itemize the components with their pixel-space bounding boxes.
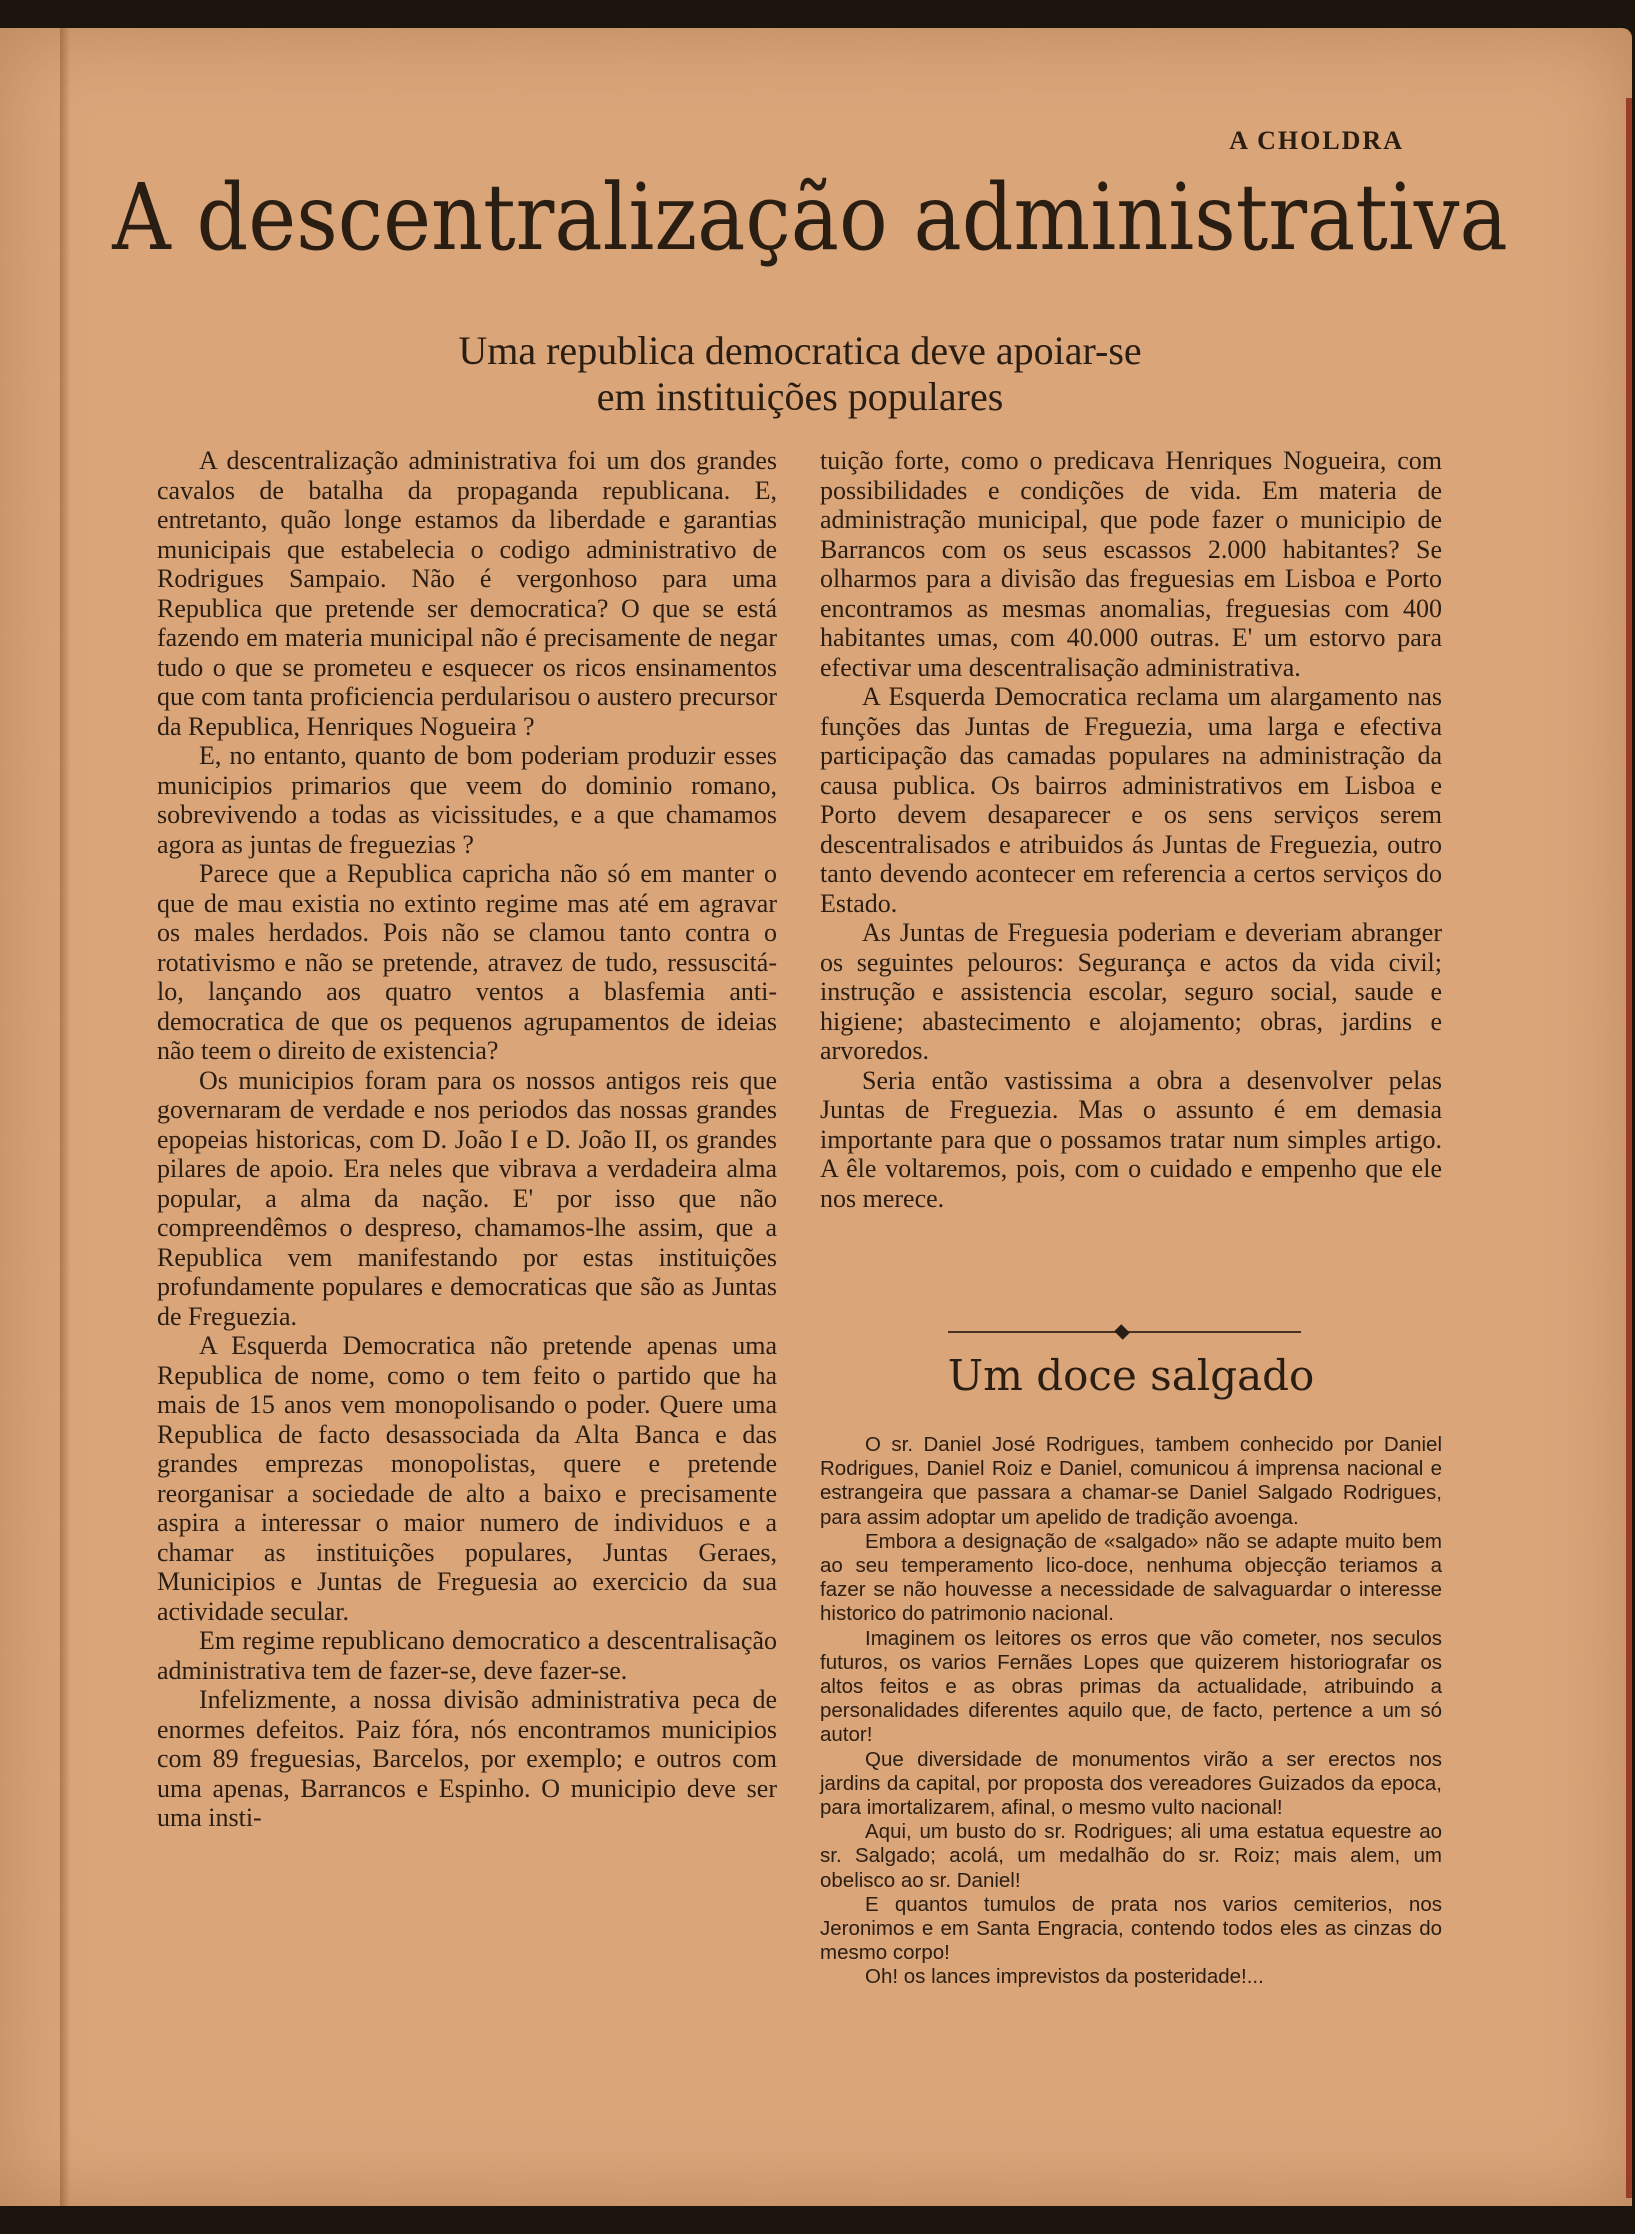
paragraph: A Esquerda Democratica não pretende apenas uma Republica de nome, como o tem feito o partido que ha mais de 15 anos vem monopolisando o poder. Quere uma Republica de facto desassociada da Alta Banca e das grandes emprezas monopolistas, quere e pretende reorganisar a sociedade de alto a baixo e precisamente aspira a interessar o maior numero de individuos e a chamar as instituições populares, Juntas Geraes, Municipios e Juntas de Freguesia ao exercicio da sua actividade secular. <box>157 1331 777 1626</box>
paragraph: A Esquerda Democratica reclama um alargamento nas funções das Juntas de Freguezia, uma larga e efectiva participação das camadas populares na administração da causa publica. Os bairros administrativos em Lisboa e Porto devem desaparecer e os sens serviços serem descentralisados e atribuidos ás Juntas de Freguezia, outro tanto devendo acontecer em referencia a certos serviços do Estado. <box>820 682 1442 918</box>
paragraph: Infelizmente, a nossa divisão administrativa peca de enormes defeitos. Paiz fóra, nós encontramos municipios com 89 freguesias, Barcelos, por exemplo; e outros com uma apenas, Barrancos e Espinho. O municipio deve ser uma insti- <box>157 1685 777 1832</box>
article-title: A descentralização administrativa <box>112 164 1508 271</box>
paragraph: Seria então vastissima a obra a desenvolver pelas Juntas de Freguezia. Mas o assunto é em demasia importante para que o possamos tratar num simples artigo. A êle voltaremos, pois, com o cuidado e empenho que ele nos merece. <box>820 1065 1442 1213</box>
paragraph: Os municipios foram para os nossos antigos reis que governaram de verdade e nos periodos das nossas grandes epopeias historicas, com D. João I e D. João II, os grandes pilares de apoio. Era neles que vibrava a verdadeira alma popular, a alma da nação. E' por isso que não compreendêmos o despreso, chamamos-lhe assim, que a Republica vem manifestando por estas instituições profundamente populares e democraticas que são as Juntas de Freguezia. <box>157 1065 777 1331</box>
paragraph: Que diversidade de monumentos virão a ser erectos nos jardins da capital, por proposta dos vereadores Guizados da epoca, para imortalizarem, afinal, o mesmo vulto nacional! <box>820 1747 1442 1820</box>
paragraph: Oh! os lances imprevistos da posteridade!... <box>865 1965 1264 1989</box>
paragraph: Em regime republicano democratico a descentralisação administrativa tem de fazer-se, deve fazer-se. <box>157 1626 777 1685</box>
paragraph: O sr. Daniel José Rodrigues, tambem conhecido por Daniel Rodrigues, Daniel Roiz e Daniel, comunicou á imprensa nacional e estrangeira que passara a chamar-se Daniel Salgado Rodrigues, para assim adoptar um apelido de tradição avoenga. <box>820 1433 1442 1529</box>
divider-ornament <box>1114 1324 1130 1340</box>
page-edge <box>1626 98 1632 2198</box>
paragraph: E quantos tumulos de prata nos varios cemiterios, nos Jeronimos e em Santa Engracia, contendo todos eles as cinzas do mesmo corpo! <box>820 1892 1442 1965</box>
paragraph: E, no entanto, quanto de bom poderiam produzir esses municipios primarios que veem do dominio romano, sobrevivendo a todas as vicissitudes, e a que chamamos agora as juntas de freguezias ? <box>157 741 777 859</box>
article-column-left <box>157 446 777 1833</box>
article-column-right <box>820 446 1442 1213</box>
paragraph: As Juntas de Freguesia poderiam e deveriam abranger os seguintes pelouros: Segurança e actos da vida civil; instrução e assistencia escolar, seguro social, saude e higiene; abastecimento e alojamento; obras, jardins e arvoredos. <box>820 918 1442 1065</box>
subtitle-line-2: em instituições populares <box>596 374 1004 419</box>
subtitle-line-1: Uma republica democratica deve apoiar-se <box>458 328 1142 373</box>
paragraph: tuição forte, como o predicava Henriques Nogueira, com possibilidades e condições de vida. Em materia de administração municipal, que pode fazer o municipio de Barrancos com os seus escassos 2.000 habitantes? Se olharmos para a divisão das freguesias em Lisboa e Porto encontramos as mesmas anomalias, freguesias com 400 habitantes umas, com 40.000 outras. E' um estorvo para efectivar uma descentralisação administrativa. <box>820 446 1442 682</box>
article-subtitle <box>300 328 1300 420</box>
paragraph: Aqui, um busto do sr. Rodrigues; ali uma estatua equestre ao sr. Salgado; acolá, um medalhão do sr. Roiz; mais alem, um obelisco ao sr. Daniel! <box>820 1820 1442 1892</box>
newspaper-page <box>0 28 1632 2206</box>
paragraph: Imaginem os leitores os erros que vão cometer, nos seculos futuros, os varios Fernães Lopes que quizerem historiografar os altos feitos e as obras primas da actualidade, atribuindo a personalidades diferentes aquilo que, de facto, pertence a um só autor! <box>820 1626 1442 1747</box>
article2-title: Um doce salgado <box>947 1351 1315 1400</box>
publication-name: A CHOLDRA <box>1229 126 1404 155</box>
article2-body <box>820 1433 1442 1990</box>
paragraph: Parece que a Republica capricha não só em manter o que de mau existia no extinto regime mas até em agravar os males herdados. Pois não se clamou tanto contra o rotativismo e não se pretende, atravez de tudo, ressuscitá-lo, lançando aos quatro ventos a blasfemia anti-democratica de que os pequenos agrupamentos de ideias não teem o direito de existencia? <box>157 859 777 1065</box>
paragraph: Embora a designação de «salgado» não se adapte muito bem ao seu temperamento lico-doce, nenhuma objecção teriamos a fazer se não houvesse a necessidade de salvaguardar o interesse historico do patrimonio nacional. <box>820 1529 1442 1626</box>
page-gutter <box>60 28 70 2206</box>
paragraph: A descentralização administrativa foi um dos grandes cavalos de batalha da propaganda republicana. E, entretanto, quão longe estamos da liberdade e garantias municipais que estabelecia o codigo administrativo de Rodrigues Sampaio. Não é vergonhoso para uma Republica que pretende ser democratica? O que se está fazendo em materia municipal não é precisamente de negar tudo o que se prometeu e esquecer os ricos ensinamentos que com tanta proficiencia perdularisou o austero precursor da Republica, Henriques Nogueira ? <box>157 446 777 741</box>
